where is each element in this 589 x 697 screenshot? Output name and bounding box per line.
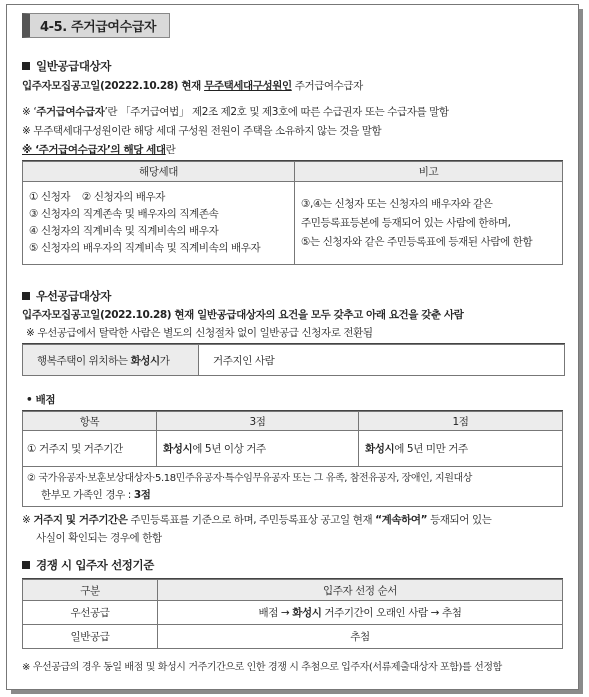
household-table: [22, 161, 563, 265]
general-line1-b: 무주택세대구성원인: [204, 80, 292, 92]
score-header-item: 항목: [23, 412, 157, 431]
priority-note2-b: 거주지 및 거주기간은: [33, 514, 128, 526]
score-row1-3-a: 화성시: [163, 443, 193, 455]
competition-row2-label: 일반공급: [23, 625, 158, 649]
competition-header-order: 입주자 선정 순서: [158, 580, 563, 601]
score-row2: [23, 467, 563, 507]
competition-row1-value-c: 거주기간이 오래인 사람 → 추첨: [321, 607, 462, 619]
general-note1-b: 주거급여수급자: [36, 106, 105, 118]
household-cell: [23, 182, 295, 265]
score-row2-line1: ② 국가유공자·보훈보상대상자·5.18민주유공자·특수임무유공자 또는 그 유족, 참전유공자, 장애인, 지원대상: [27, 472, 473, 484]
condition-label-c: 가: [159, 354, 170, 367]
household-header: 해당세대: [23, 162, 295, 182]
score-table: [22, 411, 563, 507]
score-heading: [26, 392, 55, 407]
condition-label-cell: [23, 345, 199, 376]
competition-note: ※ 우선공급의 경우 동일 배점 및 화성시 거주기간으로 인한 경쟁 시 추첨으로 입주자(서류제출대상자 포함)를 선정함: [22, 662, 502, 673]
score-header-3: 3점: [157, 412, 359, 431]
square-bullet-icon: [22, 561, 30, 569]
competition-row2-value: 추첨: [158, 625, 563, 649]
score-header-1: 1점: [359, 412, 563, 431]
section-title-text: 4-5. 주거급여수급자: [40, 20, 157, 35]
general-heading: [22, 58, 111, 74]
general-line1-c: 주거급여수급자: [291, 80, 363, 92]
general-note3: [22, 142, 175, 157]
remarks-line-3: ⑤는 신청자와 같은 주민등록표에 등재된 사람에 한함: [301, 235, 533, 248]
competition-row1-value: [158, 601, 563, 625]
general-note3-b: 란: [165, 144, 176, 156]
dot-bullet-icon: •: [26, 394, 33, 406]
condition-value-cell: 거주지인 사람: [199, 345, 565, 376]
condition-label-b: 화성시: [130, 354, 160, 367]
competition-row1-value-b: 화성시: [292, 607, 322, 619]
score-heading-text: 배점: [35, 394, 56, 406]
remarks-line-1: ③,④는 신청자 또는 신청자의 배우자와 같은: [301, 197, 493, 210]
priority-heading-text: 우선공급대상자: [36, 289, 111, 303]
score-row2-line2-b: 3점: [133, 488, 151, 501]
priority-note2-c: 주민등록표를 기준으로 하며, 주민등록표상 공고일 현재: [127, 514, 376, 526]
household-line-2: ③ 신청자의 직계존속 및 배우자의 직계존속: [29, 208, 219, 220]
score-row1-1-a: 화성시: [365, 443, 395, 455]
competition-heading: [22, 557, 154, 573]
score-row2-line2-a: 한부모 가족인 경우 :: [41, 488, 134, 501]
competition-row1-label: 우선공급: [23, 601, 158, 625]
square-bullet-icon: [22, 292, 30, 300]
score-row1-3-b: 에 5년 이상 거주: [192, 443, 266, 455]
score-row1-1: [359, 431, 563, 467]
priority-note2-line2: 사실이 확인되는 경우에 한함: [36, 532, 162, 544]
square-bullet-icon: [22, 62, 30, 70]
priority-note2: [22, 512, 491, 527]
priority-note1: ※ 우선공급에서 탈락한 사람은 별도의 신청절차 없이 일반공급 신청자로 전환됨: [26, 327, 373, 339]
competition-table: [22, 579, 563, 649]
household-line-4: ⑤ 신청자의 배우자의 직계비속 및 직계비속의 배우자: [29, 242, 261, 254]
priority-line1: 입주자모집공고일(2022.10.28) 현재 일반공급대상자의 요건을 모두 갖추고 아래 요건을 갖춘 사람: [22, 309, 464, 321]
general-heading-text: 일반공급대상자: [36, 59, 111, 73]
priority-condition-table: [22, 344, 565, 376]
competition-heading-text: 경쟁 시 입주자 선정기준: [36, 558, 154, 572]
priority-heading: [22, 288, 111, 304]
competition-header-type: 구분: [23, 580, 158, 601]
competition-row1-value-a: 배점 →: [258, 607, 293, 619]
remarks-header: 비고: [295, 162, 563, 182]
household-line-1: ① 신청자 ② 신청자의 배우자: [29, 191, 166, 203]
household-line-3: ④ 신청자의 직계비속 및 직계비속의 배우자: [29, 225, 219, 237]
priority-note2-e: 등재되어 있는: [427, 514, 492, 526]
general-line1: [22, 78, 363, 93]
general-note2: ※ 무주택세대구성원이란 해당 세대 구성원 전원이 주택을 소유하지 않는 것을 말함: [22, 125, 382, 137]
score-row2-line2: [27, 487, 558, 503]
score-row1-3: [157, 431, 359, 467]
priority-note2-a: ※: [22, 514, 34, 526]
general-note1-c: ’란 「주거급여법」 제2조 제2호 및 제3호에 따른 수급권자 또는 수급자를 말함: [104, 106, 449, 118]
frame-shadow-right: [579, 9, 583, 694]
frame-shadow-bottom: [11, 690, 583, 694]
section-title: [22, 13, 170, 38]
general-note1: [22, 104, 449, 119]
remarks-line-2: 주민등록표등본에 등재되어 있는 사람에 한하며,: [301, 216, 511, 229]
score-row1-item: ① 거주지 및 거주기간: [23, 431, 157, 467]
general-note1-a: ※ ‘: [22, 106, 37, 118]
priority-note2-d: “계속하여”: [375, 514, 428, 526]
general-line1-a: 입주자모집공고일(20222.10.28) 현재: [22, 80, 205, 92]
condition-label-a: 행복주택이 위치하는: [37, 354, 131, 367]
remarks-cell: [295, 182, 563, 265]
general-note3-a: ※ ‘주거급여수급자’의 해당 세대: [22, 144, 166, 156]
score-row1-1-b: 에 5년 미만 거주: [394, 443, 468, 455]
